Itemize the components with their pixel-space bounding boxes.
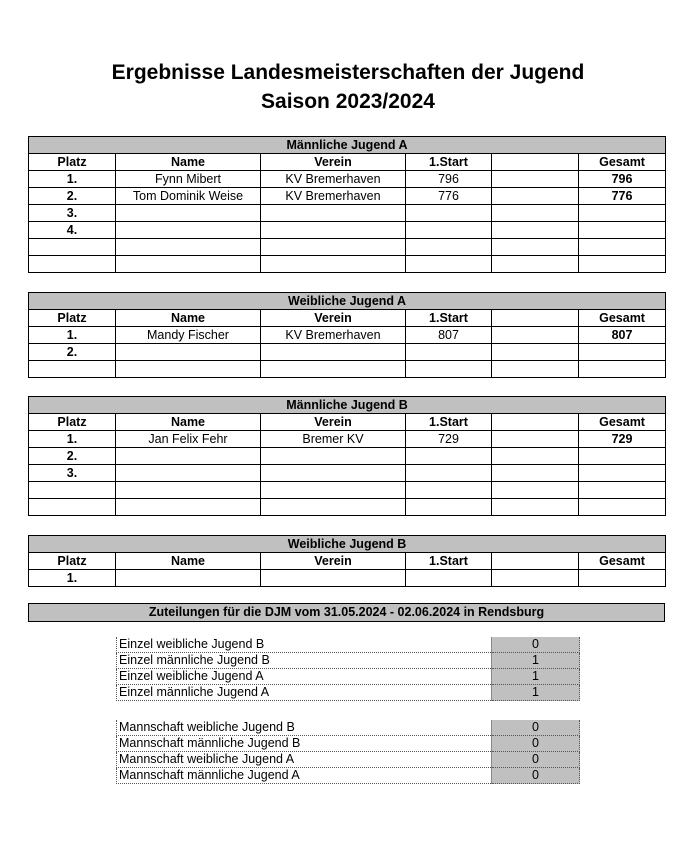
cell-extra bbox=[492, 482, 579, 499]
cell-verein bbox=[261, 448, 406, 465]
cell-gesamt bbox=[579, 205, 666, 222]
season-subtitle: Saison 2023/2024 bbox=[261, 90, 435, 113]
allocation-row bbox=[117, 736, 580, 752]
cell-start1: 729 bbox=[406, 431, 492, 448]
cell-start1 bbox=[406, 465, 492, 482]
column-header-row bbox=[29, 154, 666, 171]
cell-platz bbox=[29, 499, 116, 516]
column-header-gesamt: Gesamt bbox=[579, 154, 666, 171]
cell-gesamt bbox=[579, 239, 666, 256]
cell-start1: 807 bbox=[406, 327, 492, 344]
allocation-label: Mannschaft männliche Jugend A bbox=[117, 768, 492, 784]
results-table-weibliche-jugend-a bbox=[28, 292, 666, 378]
cell-extra bbox=[492, 327, 579, 344]
column-header-verein: Verein bbox=[261, 553, 406, 570]
cell-name bbox=[116, 499, 261, 516]
allocation-label: Einzel weibliche Jugend B bbox=[117, 637, 492, 653]
table-row bbox=[29, 570, 666, 587]
cell-name: Mandy Fischer bbox=[116, 327, 261, 344]
column-header-empty bbox=[492, 414, 579, 431]
cell-platz bbox=[29, 361, 116, 378]
cell-platz: 1. bbox=[29, 171, 116, 188]
cell-verein bbox=[261, 344, 406, 361]
column-header-verein: Verein bbox=[261, 310, 406, 327]
cell-start1 bbox=[406, 448, 492, 465]
cell-gesamt bbox=[579, 222, 666, 239]
cell-extra bbox=[492, 171, 579, 188]
cell-extra bbox=[492, 222, 579, 239]
cell-verein bbox=[261, 239, 406, 256]
table-row bbox=[29, 482, 666, 499]
cell-extra bbox=[492, 361, 579, 378]
column-header-start1: 1.Start bbox=[406, 414, 492, 431]
allocation-row bbox=[117, 720, 580, 736]
allocation-label: Mannschaft weibliche Jugend B bbox=[117, 720, 492, 736]
cell-name bbox=[116, 465, 261, 482]
cell-start1 bbox=[406, 361, 492, 378]
einzel-allocation-table bbox=[116, 637, 580, 701]
column-header-name: Name bbox=[116, 553, 261, 570]
column-header-platz: Platz bbox=[29, 553, 116, 570]
results-table-maennliche-jugend-a bbox=[28, 136, 666, 273]
cell-platz: 3. bbox=[29, 465, 116, 482]
allocation-row bbox=[117, 669, 580, 685]
table-row bbox=[29, 222, 666, 239]
cell-platz bbox=[29, 482, 116, 499]
cell-name bbox=[116, 448, 261, 465]
cell-extra bbox=[492, 448, 579, 465]
cell-name bbox=[116, 361, 261, 378]
cell-verein: KV Bremerhaven bbox=[261, 327, 406, 344]
table-row bbox=[29, 448, 666, 465]
cell-start1: 776 bbox=[406, 188, 492, 205]
cell-extra bbox=[492, 431, 579, 448]
column-header-gesamt: Gesamt bbox=[579, 553, 666, 570]
column-header-empty bbox=[492, 154, 579, 171]
cell-gesamt: 729 bbox=[579, 431, 666, 448]
cell-platz: 4. bbox=[29, 222, 116, 239]
cell-name bbox=[116, 239, 261, 256]
cell-gesamt: 796 bbox=[579, 171, 666, 188]
allocation-count: 0 bbox=[492, 637, 580, 653]
cell-start1 bbox=[406, 482, 492, 499]
cell-gesamt: 776 bbox=[579, 188, 666, 205]
table-row bbox=[29, 361, 666, 378]
column-header-platz: Platz bbox=[29, 154, 116, 171]
table-row bbox=[29, 256, 666, 273]
cell-extra bbox=[492, 465, 579, 482]
allocation-count: 0 bbox=[492, 720, 580, 736]
cell-name bbox=[116, 222, 261, 239]
cell-name bbox=[116, 570, 261, 587]
cell-start1 bbox=[406, 570, 492, 587]
cell-start1 bbox=[406, 499, 492, 516]
allocation-row bbox=[117, 768, 580, 784]
djm-allocation-heading: Zuteilungen für die DJM vom 31.05.2024 - 02.06.2024 in Rendsburg bbox=[28, 603, 665, 622]
table-row bbox=[29, 205, 666, 222]
section-title: Männliche Jugend B bbox=[29, 397, 666, 414]
cell-extra bbox=[492, 344, 579, 361]
cell-gesamt bbox=[579, 465, 666, 482]
cell-name: Jan Felix Fehr bbox=[116, 431, 261, 448]
cell-start1 bbox=[406, 344, 492, 361]
cell-platz: 3. bbox=[29, 205, 116, 222]
allocation-count: 1 bbox=[492, 653, 580, 669]
cell-platz: 2. bbox=[29, 344, 116, 361]
column-header-row bbox=[29, 310, 666, 327]
cell-name bbox=[116, 205, 261, 222]
cell-gesamt bbox=[579, 344, 666, 361]
allocation-label: Einzel weibliche Jugend A bbox=[117, 669, 492, 685]
allocation-count: 1 bbox=[492, 685, 580, 701]
cell-verein bbox=[261, 361, 406, 378]
cell-platz: 2. bbox=[29, 188, 116, 205]
allocation-row bbox=[117, 685, 580, 701]
column-header-verein: Verein bbox=[261, 154, 406, 171]
allocation-label: Mannschaft weibliche Jugend A bbox=[117, 752, 492, 768]
cell-platz: 1. bbox=[29, 431, 116, 448]
cell-extra bbox=[492, 570, 579, 587]
section-title: Männliche Jugend A bbox=[29, 137, 666, 154]
allocation-count: 0 bbox=[492, 736, 580, 752]
section-title: Weibliche Jugend A bbox=[29, 293, 666, 310]
allocation-label: Mannschaft männliche Jugend B bbox=[117, 736, 492, 752]
cell-gesamt bbox=[579, 361, 666, 378]
cell-name: Tom Dominik Weise bbox=[116, 188, 261, 205]
table-row bbox=[29, 327, 666, 344]
allocation-count: 0 bbox=[492, 752, 580, 768]
cell-verein: KV Bremerhaven bbox=[261, 188, 406, 205]
column-header-name: Name bbox=[116, 414, 261, 431]
mannschaft-allocation-table bbox=[116, 720, 580, 784]
column-header-name: Name bbox=[116, 310, 261, 327]
cell-gesamt bbox=[579, 256, 666, 273]
cell-verein: Bremer KV bbox=[261, 431, 406, 448]
cell-extra bbox=[492, 239, 579, 256]
table-row bbox=[29, 431, 666, 448]
allocation-label: Einzel männliche Jugend A bbox=[117, 685, 492, 701]
cell-verein bbox=[261, 482, 406, 499]
cell-start1 bbox=[406, 239, 492, 256]
section-title: Weibliche Jugend B bbox=[29, 536, 666, 553]
cell-gesamt bbox=[579, 448, 666, 465]
cell-extra bbox=[492, 256, 579, 273]
page-title: Ergebnisse Landesmeisterschaften der Jugend bbox=[111, 61, 585, 84]
cell-start1 bbox=[406, 205, 492, 222]
cell-verein bbox=[261, 570, 406, 587]
column-header-empty bbox=[492, 310, 579, 327]
cell-extra bbox=[492, 188, 579, 205]
allocation-label: Einzel männliche Jugend B bbox=[117, 653, 492, 669]
table-row bbox=[29, 239, 666, 256]
cell-name bbox=[116, 256, 261, 273]
cell-start1 bbox=[406, 222, 492, 239]
column-header-platz: Platz bbox=[29, 310, 116, 327]
results-table-weibliche-jugend-b bbox=[28, 535, 666, 587]
cell-platz bbox=[29, 239, 116, 256]
cell-verein bbox=[261, 256, 406, 273]
cell-platz: 2. bbox=[29, 448, 116, 465]
table-row bbox=[29, 499, 666, 516]
column-header-platz: Platz bbox=[29, 414, 116, 431]
allocation-row bbox=[117, 653, 580, 669]
cell-verein bbox=[261, 205, 406, 222]
cell-start1 bbox=[406, 256, 492, 273]
column-header-gesamt: Gesamt bbox=[579, 414, 666, 431]
cell-gesamt bbox=[579, 499, 666, 516]
cell-gesamt bbox=[579, 570, 666, 587]
cell-verein bbox=[261, 222, 406, 239]
cell-gesamt: 807 bbox=[579, 327, 666, 344]
cell-platz: 1. bbox=[29, 327, 116, 344]
table-row bbox=[29, 188, 666, 205]
allocation-count: 1 bbox=[492, 669, 580, 685]
column-header-row bbox=[29, 553, 666, 570]
allocation-count: 0 bbox=[492, 768, 580, 784]
cell-name bbox=[116, 482, 261, 499]
cell-platz: 1. bbox=[29, 570, 116, 587]
cell-name bbox=[116, 344, 261, 361]
column-header-gesamt: Gesamt bbox=[579, 310, 666, 327]
allocation-row bbox=[117, 637, 580, 653]
cell-name: Fynn Mibert bbox=[116, 171, 261, 188]
column-header-empty bbox=[492, 553, 579, 570]
column-header-start1: 1.Start bbox=[406, 553, 492, 570]
column-header-start1: 1.Start bbox=[406, 154, 492, 171]
cell-start1: 796 bbox=[406, 171, 492, 188]
column-header-row bbox=[29, 414, 666, 431]
cell-gesamt bbox=[579, 482, 666, 499]
cell-platz bbox=[29, 256, 116, 273]
table-row bbox=[29, 171, 666, 188]
cell-verein: KV Bremerhaven bbox=[261, 171, 406, 188]
cell-extra bbox=[492, 499, 579, 516]
cell-extra bbox=[492, 205, 579, 222]
column-header-start1: 1.Start bbox=[406, 310, 492, 327]
column-header-name: Name bbox=[116, 154, 261, 171]
allocation-row bbox=[117, 752, 580, 768]
cell-verein bbox=[261, 499, 406, 516]
cell-verein bbox=[261, 465, 406, 482]
table-row bbox=[29, 465, 666, 482]
column-header-verein: Verein bbox=[261, 414, 406, 431]
table-row bbox=[29, 344, 666, 361]
results-table-maennliche-jugend-b bbox=[28, 396, 666, 516]
